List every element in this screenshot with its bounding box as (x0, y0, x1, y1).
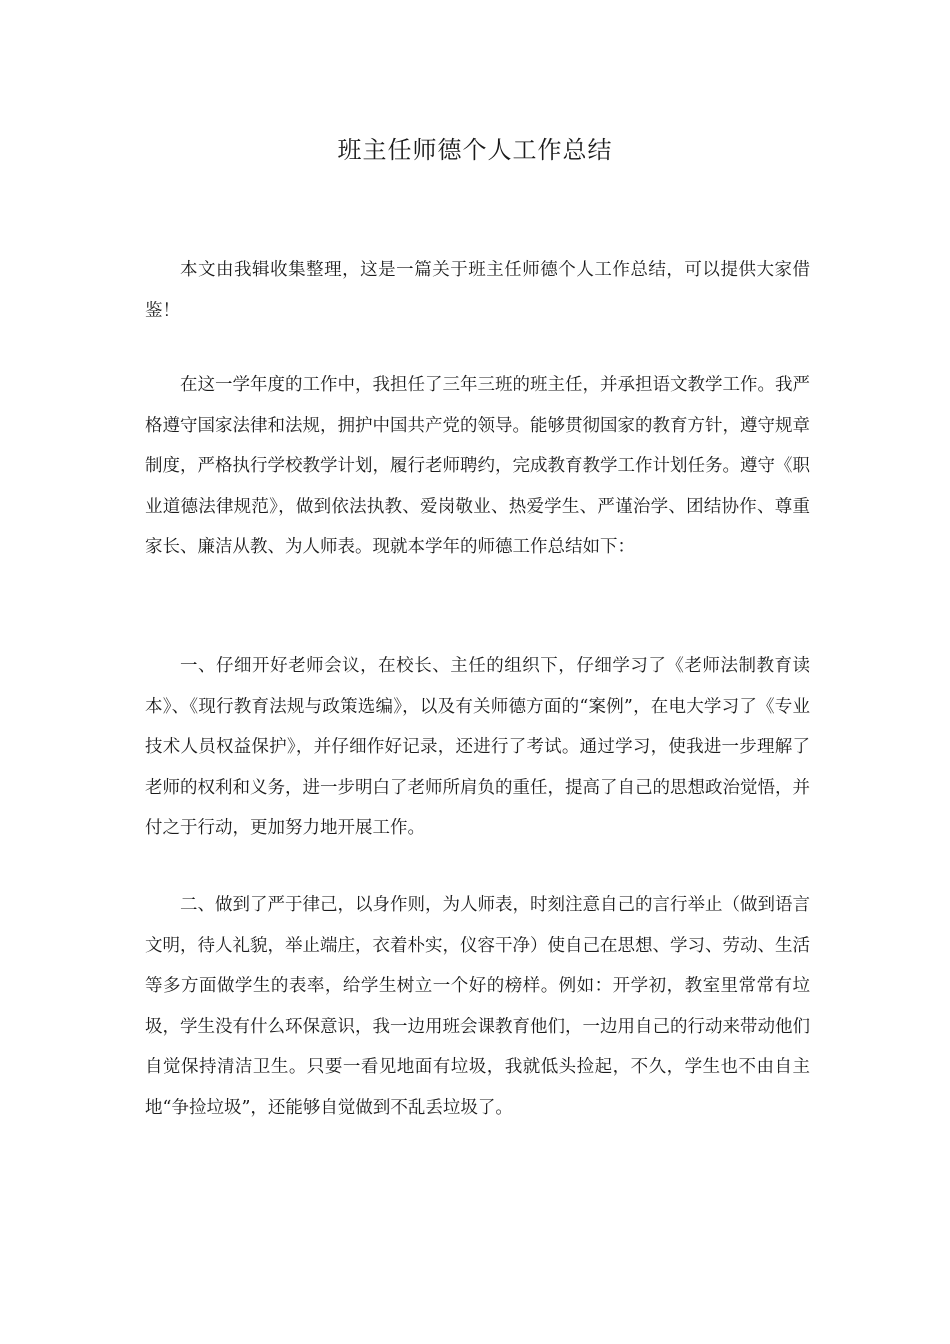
body-paragraph-overview: 在这一学年度的工作中，我担任了三年三班的班主任，并承担语文教学工作。我严格遵守国家法律和法规，拥护中国共产党的领导。能够贯彻国家的教育方针，遵守规章制度，严格执行学校教学计划，履行老师聘约，完成教育教学工作计划任务。遵守《职业道德法律规范》，做到依法执教、爱岗敬业、热爱学生、严谨治学、团结协作、尊重家长、廉洁从教、为人师表。现就本学年的师德工作总结如下： (145, 375, 810, 557)
body-paragraph-section-one: 一、仔细开好老师会议，在校长、主任的组织下，仔细学习了《老师法制教育读本》、《现行教育法规与政策选编》，以及有关师德方面的“案例”，在电大学习了《专业技术人员权益保护》，并仔细作好记录，还进行了考试。通过学习，使我进一步理解了老师的权利和义务，进一步明白了老师所肩负的重任，提高了自己的思想政治觉悟，并付之于行动，更加努力地开展工作。 (145, 656, 810, 838)
body-paragraph-section-two: 二、做到了严于律己，以身作则，为人师表，时刻注意自己的言行举止（做到语言文明，待人礼貌，举止端庄，衣着朴实，仪容干净）使自己在思想、学习、劳动、生活等多方面做学生的表率，给学生树立一个好的榜样。例如：开学初，教室里常常有垃圾，学生没有什么环保意识，我一边用班会课教育他们，一边用自己的行动来带动他们自觉保持清洁卫生。只要一看见地面有垃圾，我就低头捡起，不久，学生也不由自主地“争捡垃圾”，还能够自觉做到不乱丢垃圾了。 (145, 895, 810, 1118)
page-title: 班主任师德个人工作总结 (337, 136, 613, 164)
intro-paragraph: 本文由我辑收集整理，这是一篇关于班主任师德个人工作总结，可以提供大家借鉴！ (145, 260, 810, 321)
